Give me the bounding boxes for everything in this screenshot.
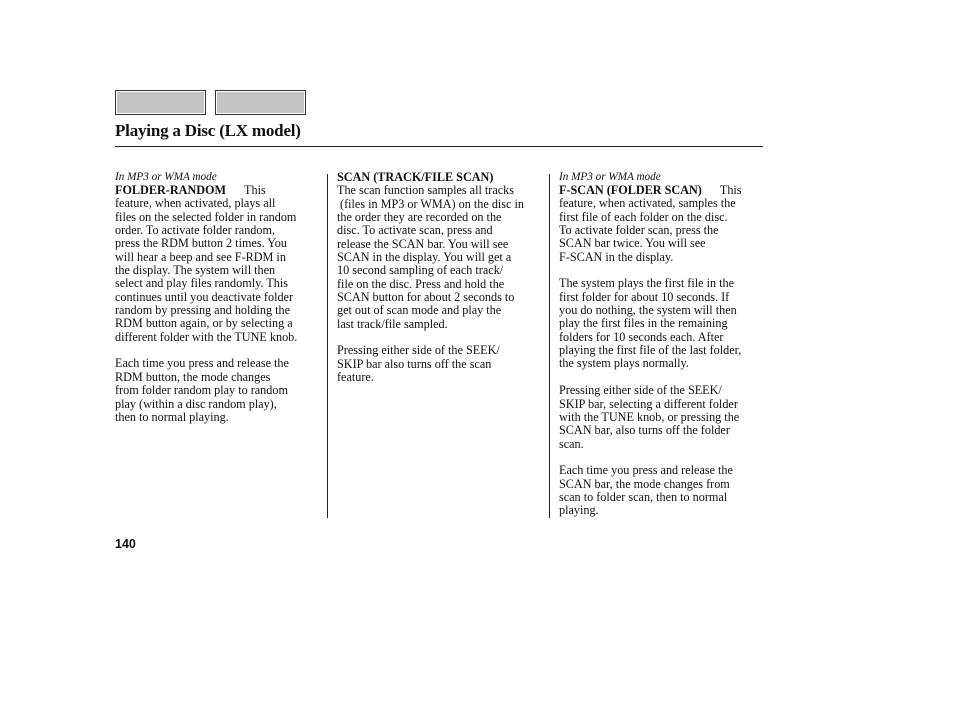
text-line: To activate folder scan, press the: [559, 223, 719, 238]
text-line: The system plays the first file in the: [559, 276, 734, 291]
heading-lead-text: This: [719, 183, 742, 197]
section-heading: SCAN (TRACK/FILE SCAN): [337, 170, 494, 184]
paragraph: [559, 384, 767, 451]
paragraph: [115, 197, 323, 344]
text-line: SKIP bar also turns off the scan: [337, 356, 492, 371]
text-line: file on the disc. Press and hold the: [337, 276, 505, 291]
text-line: RDM button again, or by selecting a: [115, 316, 293, 331]
text-line: you do nothing, the system will then: [559, 303, 737, 318]
text-line: the system plays normally.: [559, 356, 689, 371]
text-line: press the RDM button 2 times. You: [115, 236, 287, 251]
text-line: will hear a beep and see F-RDM in: [115, 249, 286, 264]
text-line: continues until you deactivate folder: [115, 289, 294, 304]
text-line: 10 second sampling of each track/: [337, 263, 504, 278]
text-line: playing.: [559, 503, 599, 518]
column-scan: [337, 171, 545, 398]
page-number: 140: [115, 537, 136, 551]
mode-note: In MP3 or WMA mode: [559, 171, 661, 183]
text-line: play the first files in the remaining: [559, 316, 728, 331]
text-line: SCAN button for about 2 seconds to: [337, 290, 515, 305]
section-heading: FOLDER-RANDOM: [115, 183, 227, 197]
text-line: Each time you press and release the: [115, 356, 289, 371]
paragraph: [337, 344, 545, 384]
text-line: play (within a disc random play),: [115, 396, 277, 411]
text-line: with the TUNE knob, or pressing the: [559, 409, 740, 424]
text-line: SCAN bar, also turns off the folder: [559, 423, 730, 438]
text-line: F-SCAN in the display.: [559, 249, 674, 264]
text-line: first file of each folder on the disc.: [559, 209, 728, 224]
text-line: order. To activate folder random,: [115, 223, 276, 238]
title-divider: [115, 146, 763, 147]
text-line: The scan function samples all tracks: [337, 183, 514, 198]
text-line: SCAN in the display. You will get a: [337, 250, 512, 265]
text-line: feature, when activated, samples the: [559, 196, 736, 211]
text-line: Each time you press and release the: [559, 463, 733, 478]
paragraph: [337, 184, 545, 331]
nav-tab-1[interactable]: [115, 90, 206, 115]
text-line: Pressing either side of the SEEK/: [559, 383, 722, 398]
text-line: from folder random play to random: [115, 383, 288, 398]
column-divider: [327, 174, 328, 518]
paragraph: [559, 197, 767, 264]
text-line: folders for 10 seconds each. After: [559, 329, 724, 344]
text-line: release the SCAN bar. You will see: [337, 236, 509, 251]
column-folder-random: [115, 171, 323, 438]
text-line: first folder for about 10 seconds. If: [559, 289, 730, 304]
text-line: scan.: [559, 436, 584, 451]
column-folder-scan: [559, 171, 767, 531]
text-line: random by pressing and holding the: [115, 303, 290, 318]
text-line: SCAN bar twice. You will see: [559, 236, 706, 251]
paragraph: [559, 277, 767, 370]
text-line: the order they are recorded on the: [337, 210, 502, 225]
text-line: files on the selected folder in random: [115, 209, 297, 224]
column-divider: [549, 174, 550, 518]
text-line: select and play files randomly. This: [115, 276, 288, 291]
heading-lead-text: This: [244, 183, 266, 197]
text-line: (files in MP3 or WMA) on the disc in: [337, 196, 524, 211]
text-line: disc. To activate scan, press and: [337, 223, 493, 238]
section-heading-line: [115, 184, 323, 197]
section-heading: F-SCAN (FOLDER SCAN): [559, 183, 702, 197]
page-title: Playing a Disc (LX model): [115, 121, 301, 140]
paragraph: [559, 464, 767, 517]
text-line: SKIP bar, selecting a different folder: [559, 396, 738, 411]
text-line: RDM button, the mode changes: [115, 369, 271, 384]
text-line: scan to folder scan, then to normal: [559, 489, 728, 504]
text-line: different folder with the TUNE knob.: [115, 329, 298, 344]
paragraph: [115, 357, 323, 424]
text-line: playing the first file of the last folder,: [559, 343, 742, 358]
text-line: the display. The system will then: [115, 263, 276, 278]
nav-tab-2[interactable]: [215, 90, 306, 115]
text-line: feature, when activated, plays all: [115, 196, 276, 211]
text-line: then to normal playing.: [115, 409, 229, 424]
mode-note: In MP3 or WMA mode: [115, 171, 217, 183]
text-line: SCAN bar, the mode changes from: [559, 476, 730, 491]
text-line: feature.: [337, 370, 374, 385]
text-line: last track/file sampled.: [337, 316, 448, 331]
text-line: Pressing either side of the SEEK/: [337, 343, 500, 358]
section-heading-line: [559, 184, 767, 197]
text-line: get out of scan mode and play the: [337, 303, 502, 318]
